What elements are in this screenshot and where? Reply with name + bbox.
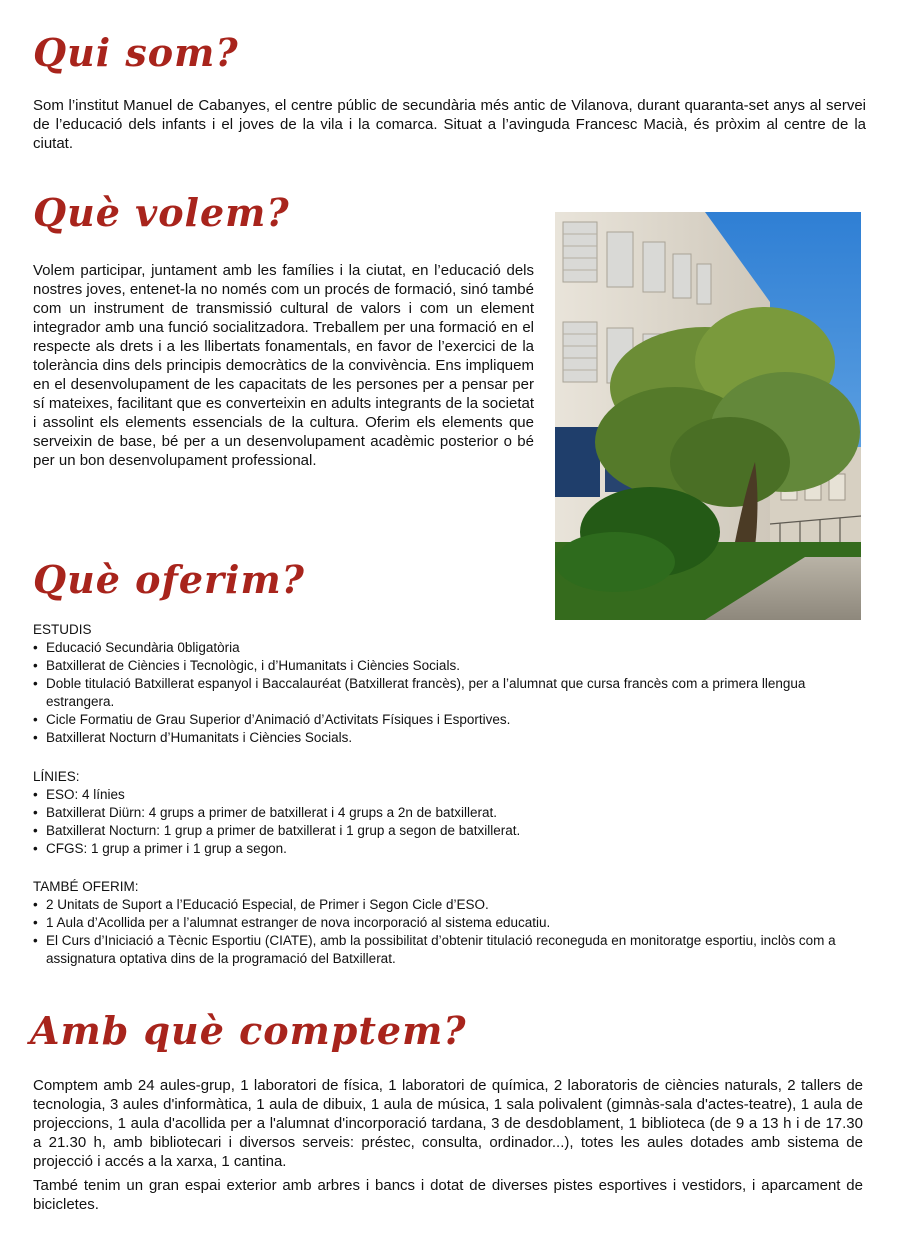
list-item: • El Curs d’Iniciació a Tècnic Esportiu (CIATE), amb la possibilitat d’obtenir titulació reconeguda en monitoratge esportiu, inclòs com a assignatura optativa dins de la programació del Batxillerat. [33,932,866,968]
qui-som-text: Som l’institut Manuel de Cabanyes, el centre públic de secundària més antic de Vilanova, durant quaranta-set anys al servei de l’educació dels infants i el joves de la vila i la comarca. Situat a l’avinguda Francesc Macià, és pròxim al centre de la ciutat. [33,97,866,152]
school-building-photo [555,212,861,620]
list-item: • Educació Secundària 0bligatòria [33,639,866,657]
heading-amb-que-comptem: Amb què comptem? [30,1008,467,1053]
list-item: • Doble titulació Batxillerat espanyol i Baccalauréat (Batxillerat francès), per a l’alumnat que cursa francès com a primera llengua estrangera. [33,675,866,711]
que-volem-text: Volem participar, juntament amb les famílies i la ciutat, en l’educació dels nostres joves, entenet-la no només com un procés de formació, sinó també com un instrument de transmissió cultural de valors i com un element integrador amb una funció socialitzadora. Treballem per una formació en el respecte als drets i a les llibertats fonamentals, en favor de l’exercici de la tolerància dins dels principis democràtics de la convivència. Ens impliquem en el desenvolupament de les capacitats de les persones per a pensar per sí mateixes, facilitant que es converteixin en adults integrants de la societat i assolint els elements essencials de la cultura. Oferim els elements que serveixin de base, bé per a un desenvolupament acadèmic posterior o bé per un bon desenvolupament professional. [33,262,534,469]
tambe-oferim-label: TAMBÉ OFERIM: [33,879,139,894]
heading-que-volem: Què volem? [33,190,290,235]
list-item: • 1 Aula d’Acollida per a l’alumnat estranger de nova incorporació al sistema educatiu. [33,914,866,932]
estudis-label: ESTUDIS [33,622,92,637]
amb-que-text-2: També tenim un gran espai exterior amb arbres i bancs i dotat de diverses pistes esportives i vestidors, i aparcament de bicicletes. [33,1177,863,1213]
list-item: • Batxillerat Diürn: 4 grups a primer de batxillerat i 4 grups a 2n de batxillerat. [33,804,866,822]
list-item: • Cicle Formatiu de Grau Superior d’Animació d’Activitats Físiques i Esportives. [33,711,866,729]
tambe-oferim-list [33,896,866,968]
list-item: • Batxillerat Nocturn: 1 grup a primer de batxillerat i 1 grup a segon de batxillerat. [33,822,866,840]
list-item: • CFGS: 1 grup a primer i 1 grup a segon. [33,840,866,858]
linies-label: LÍNIES: [33,769,80,784]
amb-que-text: Comptem amb 24 aules-grup, 1 laboratori de física, 1 laboratori de química, 2 laboratoris de ciències naturals, 2 tallers de tecnologia, 3 aules d'informàtica, 1 aula de dibuix, 1 aula de música, 1 sala polivalent (gimnàs-sala d'actes-teatre), 1 aula de projeccions, 1 aula d'acollida per a l'alumnat d'incorporació tardana, 3 de desdoblament, 1 biblioteca (de 9 a 13 h i de 17.30 a 21.30 h, amb bibliotecari i diversos serveis: préstec, consulta, ordinador...), totes les aules dotades amb sistema de projecció i accés a la xarxa, 1 cantina. [33,1077,863,1170]
heading-qui-som: Qui som? [33,30,239,75]
list-item: • Batxillerat Nocturn d’Humanitats i Ciències Socials. [33,729,866,747]
list-item: • ESO: 4 línies [33,786,866,804]
list-item: • 2 Unitats de Suport a l’Educació Especial, de Primer i Segon Cicle d’ESO. [33,896,866,914]
estudis-list [33,639,866,747]
heading-que-oferim: Què oferim? [33,557,305,602]
list-item: • Batxillerat de Ciències i Tecnològic, i d’Humanitats i Ciències Socials. [33,657,866,675]
linies-list [33,786,866,858]
